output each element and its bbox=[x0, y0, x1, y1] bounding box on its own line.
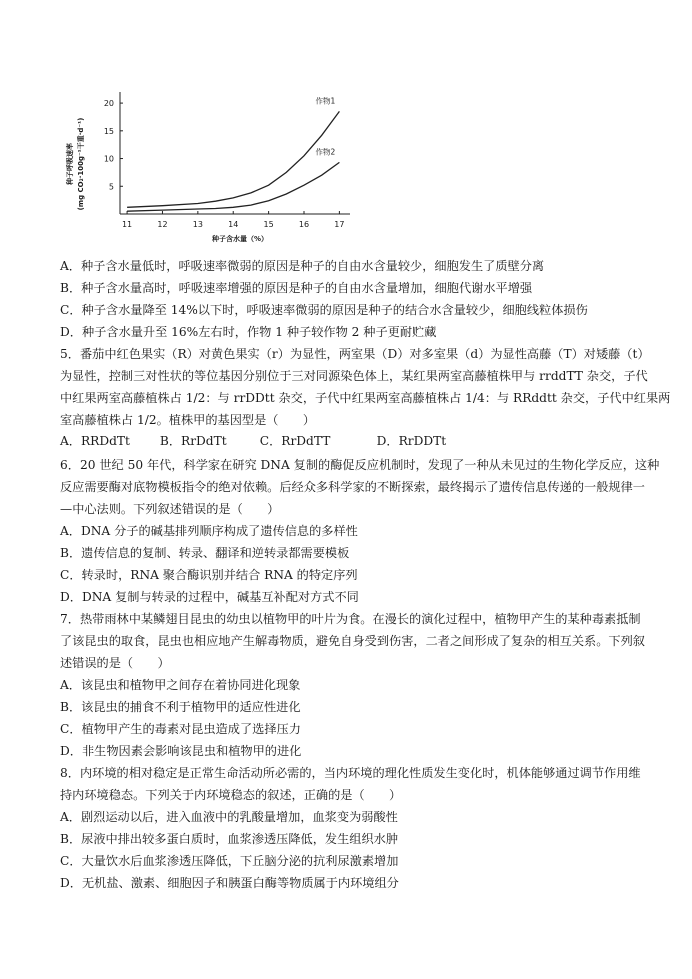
text-line: 6．20 世纪 50 年代，科学家在研究 DNA 复制的酶促反应机制时，发现了一种从未见过的生物化学反应，这种 bbox=[60, 458, 660, 472]
x-tick-label: 13 bbox=[192, 220, 203, 229]
x-tick-label: 16 bbox=[298, 220, 310, 229]
x-axis-label: 种子含水量（%） bbox=[211, 235, 269, 243]
series-line-2 bbox=[127, 162, 339, 211]
q5-option-c[interactable]: C．RrDdTT bbox=[259, 434, 331, 448]
text-line: 中红果两室高藤植株占 1/2：与 rrDDtt 杂交，子代中红果两室高藤植株占 1/4：与 RRddtt 杂交，子代中红果两 bbox=[60, 391, 671, 405]
series-line-1 bbox=[127, 111, 339, 207]
series-label-1: 作物1 bbox=[315, 96, 336, 106]
respiration-rate-chart bbox=[60, 82, 360, 252]
text-line: D．无机盐、激素、细胞因子和胰蛋白酶等物质属于内环境组分 bbox=[60, 876, 399, 890]
y-axis-label bbox=[65, 118, 85, 211]
text-line: D．非生物因素会影响该昆虫和植物甲的进化 bbox=[60, 744, 302, 758]
text-line: 了该昆虫的取食，昆虫也相应地产生解毒物质，避免自身受到伤害，二者之间形成了复杂的相互关系。下列叙 bbox=[60, 634, 645, 648]
text-line: A．DNA 分子的碱基排列顺序构成了遗传信息的多样性 bbox=[60, 524, 358, 538]
text-line: 室高藤植株占 1/2。植株甲的基因型是（ ） bbox=[60, 413, 316, 427]
text-line: C．大量饮水后血浆渗透压降低，下丘脑分泌的抗利尿激素增加 bbox=[60, 854, 399, 868]
x-tick-label: 12 bbox=[157, 220, 168, 229]
y-axis-label-line1: 种子呼吸速率 bbox=[66, 143, 74, 185]
text-line: —中心法则。下列叙述错误的是（ ） bbox=[60, 502, 280, 516]
x-tick-label: 15 bbox=[263, 220, 274, 229]
y-tick-label: 20 bbox=[103, 99, 114, 109]
text-line: B．该昆虫的捕食不利于植物甲的适应性进化 bbox=[60, 700, 301, 714]
text-line: A．种子含水量低时，呼吸速率微弱的原因是种子的自由水含量较少，细胞发生了质壁分离 bbox=[60, 259, 545, 273]
text-line: 述错误的是（ ） bbox=[60, 656, 170, 670]
text-line: 5．番茄中红色果实（R）对黄色果实（r）为显性，两室果（D）对多室果（d）为显性高藤（T）对矮藤（t） bbox=[60, 347, 650, 361]
text-line: A．剧烈运动以后，进入血液中的乳酸量增加，血浆变为弱酸性 bbox=[60, 810, 398, 824]
text-line: 反应需要酶对底物模板指令的绝对依赖。后经众多科学家的不断探索，最终揭示了遗传信息传递的一般规律一 bbox=[60, 480, 645, 494]
text-line: C．转录时，RNA 聚合酶识别并结合 RNA 的特定序列 bbox=[60, 568, 358, 582]
text-line: B．种子含水量高时，呼吸速率增强的原因是种子的自由水含量增加，细胞代谢水平增强 bbox=[60, 281, 533, 295]
q5-option-d[interactable]: D．RrDDTt bbox=[376, 434, 447, 448]
text-line: A．该昆虫和植物甲之间存在着协同进化现象 bbox=[60, 678, 301, 692]
q5-option-a[interactable]: A．RRDdTt bbox=[60, 434, 130, 448]
text-line: B．尿液中排出较多蛋白质时，血浆渗透压降低，发生组织水肿 bbox=[60, 832, 399, 846]
text-line: D．DNA 复制与转录的过程中，碱基互补配对方式不同 bbox=[60, 590, 359, 604]
text-line: 8．内环境的相对稳定是正常生命活动所必需的，当内环境的理化性质发生变化时，机体能够通过调节作用维 bbox=[60, 766, 641, 780]
x-tick-label: 17 bbox=[334, 220, 345, 229]
y-axis-label-line2: (mg CO₂·100g⁻¹干重·d⁻¹) bbox=[77, 117, 85, 211]
y-tick-label: 10 bbox=[103, 154, 114, 164]
text-line: C．植物甲产生的毒素对昆虫造成了选择压力 bbox=[60, 722, 301, 736]
x-tick-label: 11 bbox=[121, 220, 133, 229]
text-line: B．遗传信息的复制、转录、翻译和逆转录都需要模板 bbox=[60, 546, 350, 560]
q5-option-b[interactable]: B．RrDdTt bbox=[159, 434, 227, 448]
x-tick-label: 14 bbox=[228, 220, 239, 229]
y-tick-label: 5 bbox=[108, 182, 114, 192]
text-line: D．种子含水量升至 16%左右时，作物 1 种子较作物 2 种子更耐贮藏 bbox=[60, 325, 437, 339]
y-tick-label: 15 bbox=[103, 126, 114, 136]
text-line: C．种子含水量降至 14%以下时，呼吸速率微弱的原因是种子的结合水含量较少，细胞线粒体损伤 bbox=[60, 303, 588, 317]
text-line: 为显性，控制三对性状的等位基因分别位于三对同源染色体上，某红果两室高藤植株甲与 rrddTT 杂交，子代 bbox=[60, 369, 648, 383]
text-line: 持内环境稳态。下列关于内环境稳态的叙述，正确的是（ ） bbox=[60, 788, 402, 802]
series-label-2: 作物2 bbox=[315, 147, 336, 157]
text-line: 7．热带雨林中某鳞翅目昆虫的幼虫以植物甲的叶片为食。在漫长的演化过程中，植物甲产生的某种毒素抵制 bbox=[60, 612, 641, 626]
q5-options bbox=[60, 433, 446, 449]
